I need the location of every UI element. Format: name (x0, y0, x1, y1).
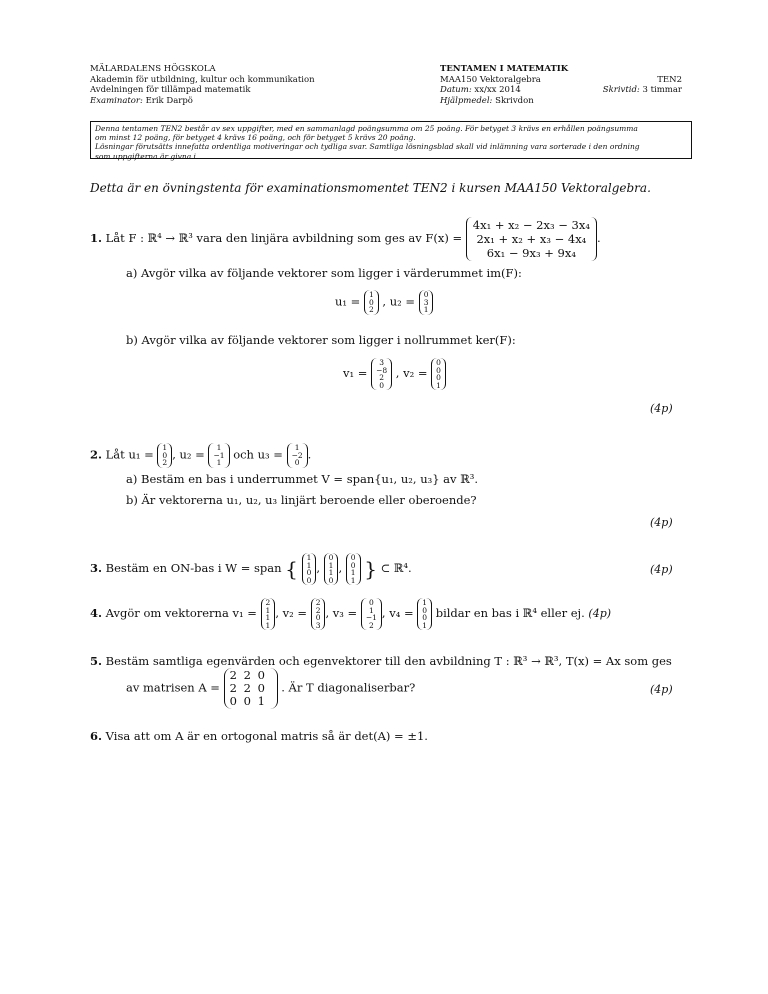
question-1-text: Låt F : ℝ⁴ → ℝ³ vara den linjära avbildning som ges av F(x) = (105, 231, 463, 245)
question-5-points: (4p) (650, 683, 673, 696)
question-2-points: (4p) (650, 516, 673, 529)
question-number: 4. (90, 606, 103, 620)
academy-name: Akademin för utbildning, kultur och kommunikation (90, 74, 315, 85)
matrix-A: 2 2 0 2 2 0 0 0 1 (224, 668, 278, 709)
question-4: 4. Avgör om vektorerna v₁ = 2 1 1 1 , v₂ = 2 2 0 3 , v₃ = 0 1 −1 2 , v₄ = 1 0 0 1 bildar en bas i ℝ⁴ eller ej. (4p) (90, 598, 612, 630)
question-5-line2: av matrisen A = 2 2 0 2 2 0 0 0 1 . Är T diagonaliserbar? (126, 668, 416, 708)
question-1a: a) Avgör vilka av följande vektorer som ligger i värderummet im(F): (126, 266, 522, 280)
header-right (440, 64, 682, 106)
question-1a-vectors: u₁ = 1 0 2 , u₂ = 0 3 1 (335, 290, 433, 315)
question-3-points: (4p) (650, 563, 673, 576)
question-4-points: (4p) (588, 607, 612, 620)
question-number: 1. (90, 231, 103, 245)
examiner-line: Examinator: Erik Darpö (90, 95, 193, 106)
writing-time: Skrivtid: 3 timmar (602, 85, 682, 95)
question-1b: b) Avgör vilka av följande vektorer som ligger i nollrummet ker(F): (126, 333, 516, 347)
aids-line: Hjälpmedel: Skrivdon (440, 95, 534, 106)
intro-text: Detta är en övningstenta för examinationsmomentet TEN2 i kursen MAA150 Vektoralgebra. (90, 181, 651, 195)
vector-v2: 2 2 0 3 (311, 598, 326, 630)
course-line: MAA150 Vektoralgebra TEN2 (440, 74, 682, 85)
vector-u1: 1 0 2 (364, 290, 379, 315)
vector-v3: 0 1 −1 2 (361, 598, 382, 630)
question-2a: a) Bestäm en bas i underrummet V = span{u₁, u₂, u₃} av ℝ³. (126, 472, 479, 486)
function-vector: 4x₁ + x₂ − 2x₃ − 3x₄ 2x₁ + x₂ + x₃ − 4x₄ 6x₁ − 9x₃ + 9x₄ (466, 217, 597, 261)
question-1b-vectors: v₁ = 3 −8 2 0 , v₂ = 0 0 0 1 (343, 358, 446, 390)
question-number: 3. (90, 561, 103, 575)
exam-title: TENTAMEN I MATEMATIK (440, 64, 569, 74)
question-6: 6. Visa att om A är en ortogonal matris så är det(A) = ±1. (90, 729, 428, 743)
question-1-points: (4p) (650, 402, 673, 415)
vector-v1: 3 −8 2 0 (371, 358, 392, 390)
date-line: Datum: xx/xx 2014 Skrivtid: 3 timmar (440, 85, 682, 95)
question-number: 2. (90, 447, 103, 462)
question-2b: b) Är vektorerna u₁, u₂, u₃ linjärt beroende eller oberoende? (126, 493, 477, 507)
question-3: 3. Bestäm en ON-bas i W = span { 1 1 0 0 , 0 1 1 0 , 0 0 1 1 } ⊂ ℝ⁴. (90, 553, 412, 585)
vector-u3: 1 −2 0 (287, 443, 308, 468)
department-name: Avdelningen för tillämpad matematik (90, 85, 251, 95)
question-number: 6. (90, 729, 103, 743)
vector-v2: 0 0 0 1 (431, 358, 446, 390)
exam-code: TEN2 (657, 74, 682, 85)
question-number: 5. (90, 654, 103, 668)
vector-u2: 0 3 1 (419, 290, 434, 315)
university-name: MÄLARDALENS HÖGSKOLA (90, 64, 216, 74)
vector-u1: 1 0 2 (157, 443, 172, 468)
question-1: 1. Låt F : ℝ⁴ → ℝ³ vara den linjära avbildning som ges av F(x) = 4x₁ + x₂ − 2x₃ − 3x₄ 2x₁ + x₂ + x₃ − 4x₄ 6x₁ − 9x₃ + 9x₄ . (90, 218, 601, 260)
question-2: 2. Låt u₁ = 1 0 2 , u₂ = 1 −1 1 och u₃ = 1 −2 0 . (90, 443, 312, 467)
vector-w2: 0 1 1 0 (324, 553, 339, 585)
vector-w3: 0 0 1 1 (346, 553, 361, 585)
vector-v4: 1 0 0 1 (417, 598, 432, 630)
header-left (90, 64, 315, 106)
vector-u2: 1 −1 1 (208, 443, 229, 468)
vector-w1: 1 1 0 0 (302, 553, 317, 585)
vector-v1: 2 1 1 1 (261, 598, 276, 630)
question-5: 5. Bestäm samtliga egenvärden och egenvektorer till den avbildning T : ℝ³ → ℝ³, T(x) = Ax som ges (90, 654, 672, 668)
info-box: Denna tentamen TEN2 består av sex uppgifter, med en sammanlagd poängsumma om 25 poäng. För betyget 3 krävs en erhållen poängsumma om minst 12 poäng, för betyget 4 krävs 16 poäng, och för betyget 5 krävs 20 poäng. Lösningar förutsätts innefatta ordentliga motiveringar och tydliga svar. Samtliga lösningsblad skall vid inlämning vara sorterade i den ordning som uppgifterna är givna i. (90, 121, 692, 159)
